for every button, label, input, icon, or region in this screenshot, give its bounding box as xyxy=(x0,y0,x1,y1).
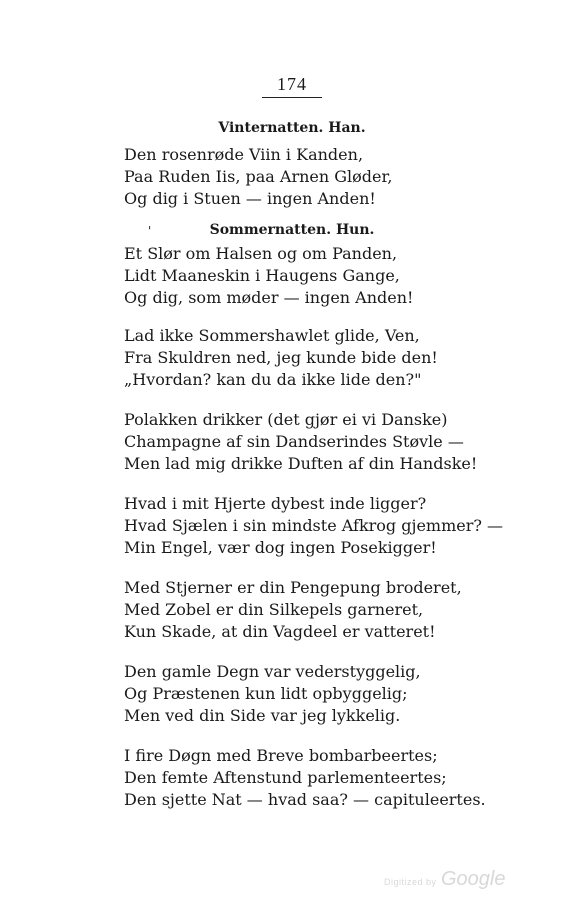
section-heading-vinternatten: Vinternatten. Han. xyxy=(218,120,366,136)
poem-line: Og dig i Stuen — ingen Anden! xyxy=(124,189,376,208)
poem-line: Den femte Aftenstund parlementeertes; xyxy=(124,768,447,787)
watermark-prefix: Digitized by xyxy=(384,877,437,887)
poem-line: Men lad mig drikke Duften af din Handske! xyxy=(124,454,478,473)
poem-line: Lidt Maaneskin i Haugens Gange, xyxy=(124,266,400,285)
section-heading-sommernatten: Sommernatten. Hun. xyxy=(209,222,375,238)
page-number-rule xyxy=(262,97,322,98)
poem-line: Men ved din Side var jeg lykkelig. xyxy=(124,706,401,725)
page-number: 174 xyxy=(277,74,307,94)
poem-line: Den rosenrøde Viin i Kanden, xyxy=(124,145,364,164)
poem-line: Paa Ruden Iis, paa Arnen Gløder, xyxy=(124,167,393,186)
poem-line: „Hvordan? kan du da ikke lide den?" xyxy=(124,370,422,389)
poem-line: Og dig, som møder — ingen Anden! xyxy=(124,288,414,307)
poem-line: Med Zobel er din Silkepels garneret, xyxy=(124,600,424,619)
poem-line: Den gamle Degn var vederstyggelig, xyxy=(124,662,421,681)
poem-line: I fire Døgn med Breve bombarbeertes; xyxy=(124,746,438,765)
poem-line: Og Præstenen kun lidt opbyggelig; xyxy=(124,684,408,703)
poem-line: Hvad i mit Hjerte dybest inde ligger? xyxy=(124,494,427,513)
poem-line: Hvad Sjælen i sin mindste Afkrog gjemmer? — xyxy=(124,516,504,535)
poem-line: Lad ikke Sommershawlet glide, Ven, xyxy=(124,326,420,345)
poem-line: Champagne af sin Dandserindes Støvle — xyxy=(124,432,464,451)
poem-line: Den sjette Nat — hvad saa? — capituleertes. xyxy=(124,790,486,809)
poem-line: Fra Skuldren ned, jeg kunde bide den! xyxy=(124,348,438,367)
watermark-logo: Google xyxy=(440,868,506,890)
poem-line: Polakken drikker (det gjør ei vi Danske) xyxy=(124,410,448,429)
poem-line: Min Engel, vær dog ingen Posekigger! xyxy=(124,538,437,557)
poem-line: Kun Skade, at din Vagdeel er vatteret! xyxy=(124,622,436,641)
poem-line: Med Stjerner er din Pengepung broderet, xyxy=(124,578,462,597)
poem-line: Et Slør om Halsen og om Panden, xyxy=(124,244,398,263)
stray-mark: ' xyxy=(148,224,152,238)
google-watermark xyxy=(384,868,505,891)
